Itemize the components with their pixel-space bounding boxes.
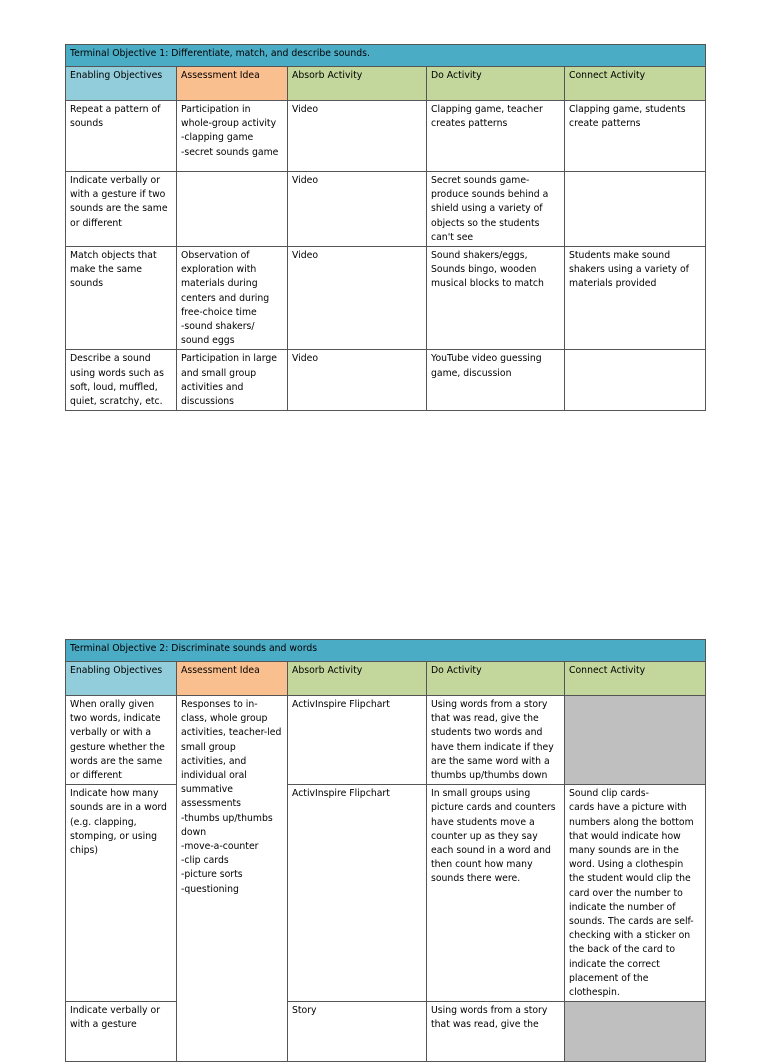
enabling-cell: When orally given two words, indicate verbally or with a gesture whether the words are the same or different — [66, 696, 177, 785]
absorb-cell: ActivInspire Flipchart — [288, 696, 427, 785]
enabling-cell: Indicate verbally or with a gesture — [66, 1002, 177, 1062]
assessment-cell — [177, 247, 288, 350]
connect-text: Sound clip cards- cards have a picture with numbers along the bottom that would indicate how many sounds are in the word. Using a clothespin the student would clip the card over the number to indicate the number of sounds. The cards are self-checking with a sticker on the back of the card to indicate the correct placement of the clothespin. — [569, 788, 694, 999]
header-assessment-idea: Assessment Idea — [177, 67, 288, 101]
enabling-cell: Match objects that make the same sounds — [66, 247, 177, 350]
header-absorb-activity: Absorb Activity — [288, 67, 427, 101]
assessment-cell: Participation in large and small group activities and discussions — [177, 350, 288, 411]
do-cell: In small groups using picture cards and counters have students move a counter up as they say each sound in a word and then count how many sounds there were. — [427, 785, 565, 1002]
table-row — [66, 247, 706, 350]
absorb-cell: ActivInspire Flipchart — [288, 785, 427, 1002]
enabling-cell: Indicate verbally or with a gesture if two sounds are the same or different — [66, 172, 177, 247]
assessment-line: Participation in whole-group activity -clapping game -secret sounds game — [181, 104, 279, 158]
assessment-merged-cell — [177, 696, 288, 1062]
absorb-cell: Story — [288, 1002, 427, 1062]
assessment-cell — [177, 172, 288, 247]
table-title: Terminal Objective 1: Differentiate, match, and describe sounds. — [66, 45, 706, 67]
enabling-cell: Repeat a pattern of sounds — [66, 101, 177, 172]
header-enabling-objectives: Enabling Objectives — [66, 662, 177, 696]
header-connect-activity: Connect Activity — [565, 662, 706, 696]
connect-cell-empty — [565, 1002, 706, 1062]
assessment-line: Observation of exploration with materials during centers and during free-choice time -sound shakers/ sound eggs — [181, 250, 270, 347]
header-do-activity: Do Activity — [427, 67, 565, 101]
assessment-line: Responses to in-class, whole group activities, teacher-led small group activities, and individual oral summative assessments -thumbs up/thumbs down -move-a-counter -clip cards -picture sorts -questioning — [181, 699, 282, 895]
connect-cell — [565, 172, 706, 247]
header-enabling-objectives: Enabling Objectives — [66, 67, 177, 101]
table-row — [66, 1002, 706, 1062]
header-assessment-idea: Assessment Idea — [177, 662, 288, 696]
connect-cell — [565, 350, 706, 411]
enabling-cell: Describe a sound using words such as soft, loud, muffled, quiet, scratchy, etc. — [66, 350, 177, 411]
do-cell: YouTube video guessing game, discussion — [427, 350, 565, 411]
objective-1-table — [65, 44, 706, 411]
do-cell: Clapping game, teacher creates patterns — [427, 101, 565, 172]
enabling-cell: Indicate how many sounds are in a word (e.g. clapping, stomping, or using chips) — [66, 785, 177, 1002]
absorb-cell: Video — [288, 247, 427, 350]
table-row — [66, 101, 706, 172]
table-row — [66, 350, 706, 411]
do-cell: Using words from a story that was read, give the — [427, 1002, 565, 1062]
table-row — [66, 172, 706, 247]
do-cell: Using words from a story that was read, give the students two words and have them indicate if they are the same word with a thumbs up/thumbs down — [427, 696, 565, 785]
table-row — [66, 785, 706, 1002]
connect-cell: Students make sound shakers using a variety of materials provided — [565, 247, 706, 350]
do-cell: Secret sounds game- produce sounds behind a shield using a variety of objects so the students can't see — [427, 172, 565, 247]
assessment-cell — [177, 101, 288, 172]
absorb-cell: Video — [288, 350, 427, 411]
table-title: Terminal Objective 2: Discriminate sounds and words — [66, 640, 706, 662]
connect-cell-empty — [565, 696, 706, 785]
connect-cell: Clapping game, students create patterns — [565, 101, 706, 172]
header-do-activity: Do Activity — [427, 662, 565, 696]
connect-cell — [565, 785, 706, 1002]
absorb-cell: Video — [288, 101, 427, 172]
table-row — [66, 696, 706, 785]
absorb-cell: Video — [288, 172, 427, 247]
do-cell: Sound shakers/eggs, Sounds bingo, wooden musical blocks to match — [427, 247, 565, 350]
header-absorb-activity: Absorb Activity — [288, 662, 427, 696]
header-connect-activity: Connect Activity — [565, 67, 706, 101]
objective-2-table — [65, 639, 706, 1062]
